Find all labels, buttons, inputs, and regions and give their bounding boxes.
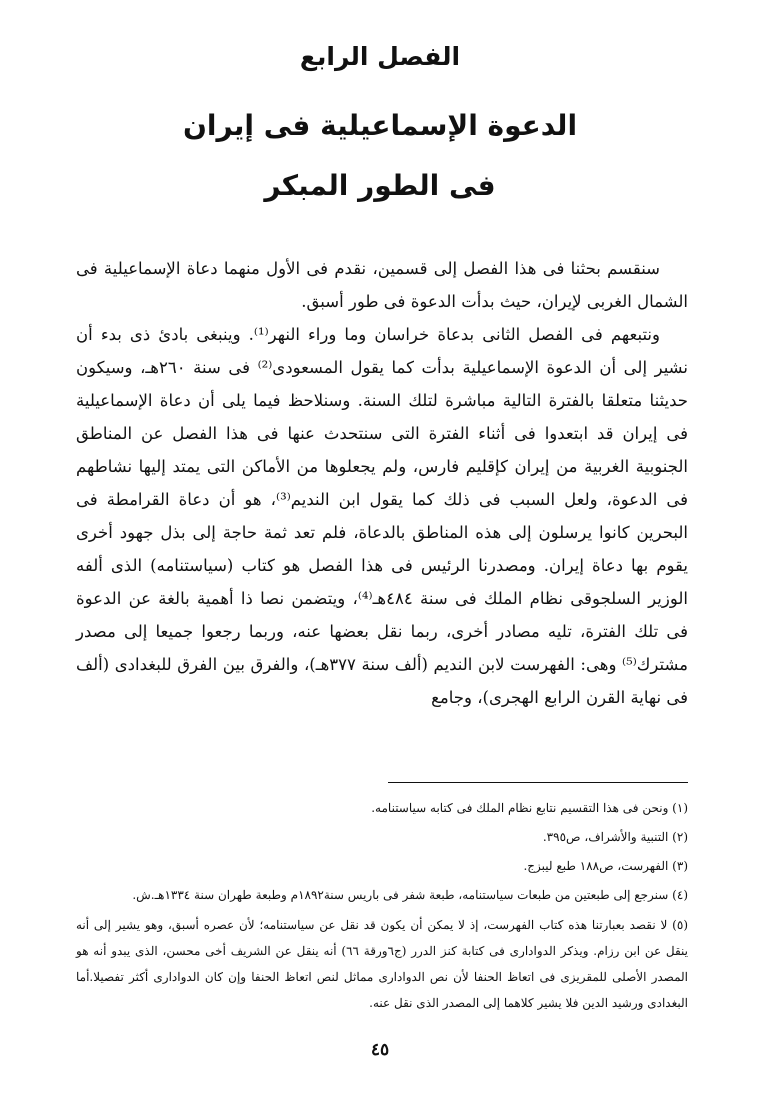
footnote-separator: [388, 782, 688, 783]
body-text: [76, 252, 688, 714]
paragraph-1: سنقسم بحثنا فى هذا الفصل إلى قسمين، نقدم فى الأول منهما دعاة الإسماعيلية فى الشمال الغربى لإيران، حيث بدأت الدعوة فى طور أسبق.: [76, 259, 688, 311]
chapter-title-line-2: فى الطور المبكر: [264, 169, 496, 202]
footnote-3: (٣) الفهرست، ص١٨٨ طبع ليبزج.: [523, 859, 688, 873]
page-number: ٤٥: [370, 1040, 390, 1060]
footnote-4: (٤) سنرجع إلى طبعتين من طبعات سياستنامه، طبعة شفر فى باريس سنة١٨٩٢م وطبعة طهران سنة ١٣٣٤هـ.ش.: [132, 888, 688, 902]
footnotes: [76, 792, 688, 1016]
chapter-title-line-1: الدعوة الإسماعيلية فى إيران: [182, 109, 578, 142]
footnote-5: (٥) لا نقصد بعبارتنا هذه كتاب الفهرست، إذ لا يمكن أن يكون قد نقل عن سياستنامه؛ لأن عصره أسبق، وهو يشير إلى أنه ينقل عن ابن رزام. ويذكر الدوادارى فى كتابة كنز الدرر (ج٦ورقة ٦٦) أنه ينقل عن الشريف أخى محسن، الذى يبدو أنه هو المصدر الأصلى للمقريزى فى اتعاظ الحنفا لأن نص الدوادارى مماثل لنص اتعاظ الحنفا وإن كان الدوادارى أكثر تفصيلا.أما البغدادى ورشيد الدين فلا يشير كلاهما إلى المصدر الذى نقل عنه.: [76, 918, 689, 1010]
chapter-heading: الفصل الرابع: [299, 42, 461, 71]
paragraph-2: ونتبعهم فى الفصل الثانى بدعاة خراسان وما وراء النهر⁽¹⁾. وينبغى بادئ ذى بدء أن نشير إلى أن الدعوة الإسماعيلية بدأت كما يقول المسعودى⁽²⁾ فى سنة ٢٦٠هـ، وسيكون حديثنا متعلقا بالفترة التالية مباشرة لتلك السنة. وسنلاحظ فيما يلى أن دعاة الإسماعيلية فى إيران قد ابتعدوا فى أثناء الفترة التى سنتحدث عنها فى هذا الفصل عن المناطق الجنوبية الغربية من إيران كإقليم فارس، ولم يجعلوها من الأماكن التى يمتد إليها نشاطهم فى الدعوة، ولعل السبب فى ذلك كما يقول ابن النديم⁽³⁾، هو أن دعاة القرامطة فى البحرين كانوا يرسلون إلى هذه المناطق بالدعاة، فلم تعد ثمة حاجة إلى بذل جهود أخرى يقوم بها دعاة إيران. ومصدرنا الرئيس فى هذا الفصل هو كتاب (سياستنامه) الذى ألفه الوزير السلجوقى نظام الملك فى سنة ٤٨٤هـ⁽⁴⁾، ويتضمن نصا ذا أهمية بالغة عن الدعوة فى تلك الفترة، تليه مصادر أخرى، ربما نقل بعضها عنه، وربما رجعوا جميعا إلى مصدر مشترك⁽⁵⁾ وهى: الفهرست لابن النديم (ألف سنة ٣٧٧هـ)، والفرق بين الفرق للبغدادى (ألف فى نهاية القرن الرابع الهجرى)، وجامع: [76, 325, 689, 707]
footnote-1: (١) ونحن فى هذا التقسيم نتابع نظام الملك فى كتابه سياستنامه.: [371, 801, 688, 815]
footnote-2: (٢) التنبية والأشراف، ص٣٩٥.: [542, 830, 688, 844]
